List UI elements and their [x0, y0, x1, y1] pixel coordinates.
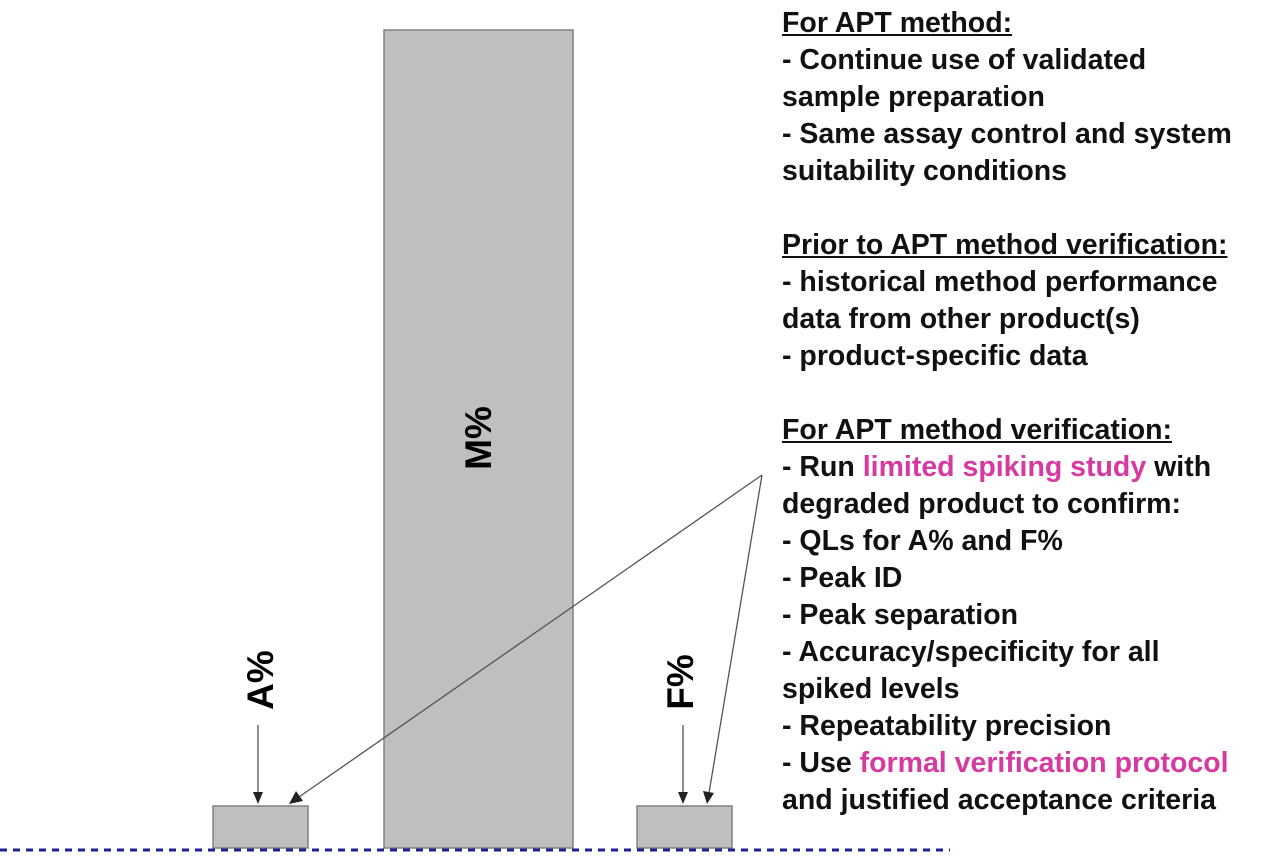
section3-use-line — [782, 745, 1280, 782]
section3-heading: For APT method verification: — [782, 414, 1173, 446]
section1-line: suitability conditions — [782, 155, 1068, 187]
arrow-text-to-f — [709, 475, 762, 793]
section3-last-line: and justified acceptance criteria — [782, 784, 1216, 816]
section3-line: spiked levels — [782, 673, 960, 705]
section2-line: - product-specific data — [782, 340, 1088, 372]
use-prefix: - Use — [782, 747, 860, 779]
section3-run-line — [782, 449, 1280, 486]
section3-line: - Peak separation — [782, 599, 1019, 631]
bar-f — [637, 806, 732, 848]
highlight-limited-spiking-study: limited spiking study — [862, 451, 1147, 483]
bar-a — [213, 806, 308, 848]
bar-label-a: A% — [240, 650, 281, 710]
highlight-formal-verification-protocol: formal verification protocol — [859, 747, 1229, 779]
section1-line: - Continue use of validated — [782, 44, 1147, 76]
section2-line: - historical method performance — [782, 266, 1218, 298]
arrowhead-f-label — [678, 792, 688, 804]
section1-heading: For APT method: — [782, 7, 1013, 39]
arrowhead-text-to-a — [289, 791, 303, 804]
section3-line: - QLs for A% and F% — [782, 525, 1063, 557]
run-prefix: - Run — [782, 451, 863, 483]
section-gap — [782, 375, 1280, 412]
arrowhead-text-to-f — [703, 791, 714, 804]
section3-line: degraded product to confirm: — [782, 488, 1181, 520]
section3-line: - Peak ID — [782, 562, 903, 594]
bar-label-m: M% — [458, 406, 499, 470]
section3-line: - Repeatability precision — [782, 710, 1112, 742]
run-suffix: with — [1146, 451, 1212, 483]
section-gap — [782, 190, 1280, 227]
bar-label-f: F% — [660, 654, 701, 710]
section1-line: - Same assay control and system — [782, 118, 1232, 150]
section3-line: - Accuracy/specificity for all — [782, 636, 1160, 668]
section2-line: data from other product(s) — [782, 303, 1140, 335]
arrowhead-a-label — [253, 792, 263, 804]
section1-line: sample preparation — [782, 81, 1045, 113]
notes-panel — [782, 5, 1280, 819]
section2-heading: Prior to APT method verification: — [782, 229, 1228, 261]
